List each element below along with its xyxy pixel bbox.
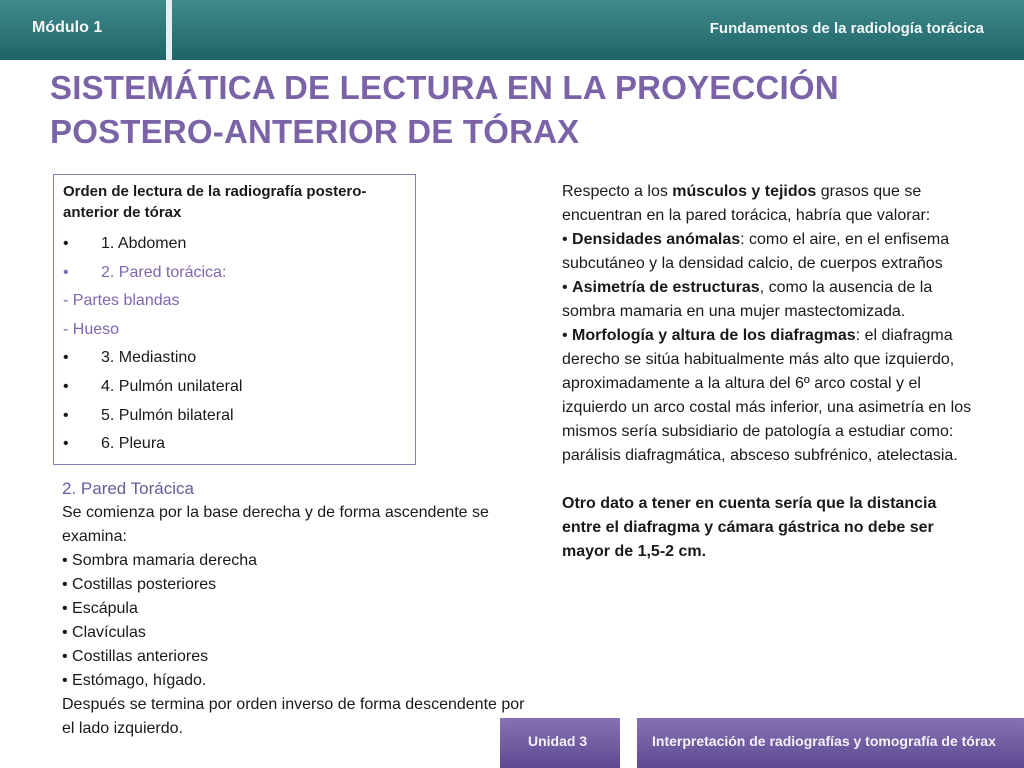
bullet-pulmon-bilateral: • bbox=[63, 407, 69, 424]
reading-order-heading: Orden de lectura de la radiografía postero-anterior de tórax bbox=[63, 183, 367, 221]
gastric-note-bold: Otro dato a tener en cuenta sería que la distancia entre el diafragma y cámara gástrica no debe ser mayor de 1,5-2 cm. bbox=[562, 495, 937, 560]
bullet-abdomen: • bbox=[63, 235, 69, 252]
diafragmas-bold: Morfología y altura de los diafragmas bbox=[572, 327, 856, 344]
unit-title: Interpretación de radiografías y tomografía de tórax bbox=[652, 733, 996, 749]
densidades-text: : como el aire, en el enfisema subcutáneo y la densidad calcio, de cuerpos extraños bbox=[562, 231, 950, 272]
header-bar bbox=[0, 0, 1024, 60]
unit-label: Unidad 3 bbox=[528, 733, 588, 749]
order-item-pulmon-unilateral: 4. Pulmón unilateral bbox=[101, 378, 243, 395]
soft-tissue-intro bbox=[562, 180, 972, 228]
densidades-bold: Densidades anómalas bbox=[572, 231, 741, 248]
pared-toracica-section bbox=[62, 477, 532, 741]
intro-text: Respecto a los bbox=[562, 183, 673, 200]
pared-item: • Clavículas bbox=[62, 624, 146, 641]
slide-title-line-1: SISTEMÁTICA DE LECTURA EN LA PROYECCIÓN bbox=[50, 69, 839, 106]
asimetria-text: , como la ausencia de la sombra mamaria en una mujer mastectomizada. bbox=[562, 279, 933, 320]
bullet: • bbox=[562, 327, 573, 344]
order-item-pleura: 6. Pleura bbox=[101, 435, 166, 452]
paragraph-gap bbox=[562, 468, 972, 492]
bullet-pulmon-unilateral: • bbox=[63, 378, 69, 395]
bullet-pleura: • bbox=[63, 435, 69, 452]
pared-intro: Se comienza por la base derecha y de forma ascendente se examina: bbox=[62, 504, 489, 545]
order-subitem-hueso: - Hueso bbox=[63, 321, 120, 338]
intro-text: grasos que se encuentran en la pared torácica, habría que valorar: bbox=[562, 183, 931, 224]
pared-item: • Costillas anteriores bbox=[62, 648, 209, 665]
order-item-pulmon-bilateral: 5. Pulmón bilateral bbox=[101, 407, 234, 424]
gastric-note bbox=[562, 492, 972, 564]
pared-subtitle: 2. Pared Torácica bbox=[62, 479, 194, 498]
pared-item: • Costillas posteriores bbox=[62, 576, 217, 593]
diafragmas-paragraph bbox=[562, 324, 972, 468]
pared-outro: Después se termina por orden inverso de forma descendente por el lado izquierdo. bbox=[62, 696, 525, 737]
pared-item: • Estómago, hígado. bbox=[62, 672, 207, 689]
module-label: Módulo 1 bbox=[32, 19, 103, 36]
reading-order-box bbox=[53, 174, 416, 465]
slide-title bbox=[50, 66, 950, 154]
asimetria-bold: Asimetría de estructuras bbox=[572, 279, 760, 296]
slide-title-line-2: POSTERO-ANTERIOR DE TÓRAX bbox=[50, 113, 580, 150]
diafragmas-text: : el diafragma derecho se sitúa habitualmente más alto que izquierdo, aproximadamente a la altura del 6º arco costal y el izquierdo un arco costal más inferior, una asimetría en los mismos sería subsidiario de patología a estudiar como: parálisis diafragmática, absceso subfrénico, atelectasia. bbox=[562, 327, 972, 464]
bullet-mediastino: • bbox=[63, 349, 69, 366]
course-title: Fundamentos de la radiología torácica bbox=[709, 20, 984, 37]
pared-item: • Sombra mamaria derecha bbox=[62, 552, 258, 569]
bullet: • bbox=[562, 279, 573, 296]
asimetria-paragraph bbox=[562, 276, 972, 324]
order-subitem-partes-blandas: - Partes blandas bbox=[63, 292, 180, 309]
pared-item: • Escápula bbox=[62, 600, 138, 617]
soft-tissue-section bbox=[562, 180, 972, 564]
bullet-pared: • bbox=[63, 264, 69, 281]
intro-bold: músculos y tejidos bbox=[672, 183, 817, 200]
bullet: • bbox=[562, 231, 573, 248]
order-item-abdomen: 1. Abdomen bbox=[101, 235, 187, 252]
order-item-pared: 2. Pared torácica: bbox=[101, 264, 227, 281]
densidades-paragraph bbox=[562, 228, 972, 276]
order-item-mediastino: 3. Mediastino bbox=[101, 349, 197, 366]
